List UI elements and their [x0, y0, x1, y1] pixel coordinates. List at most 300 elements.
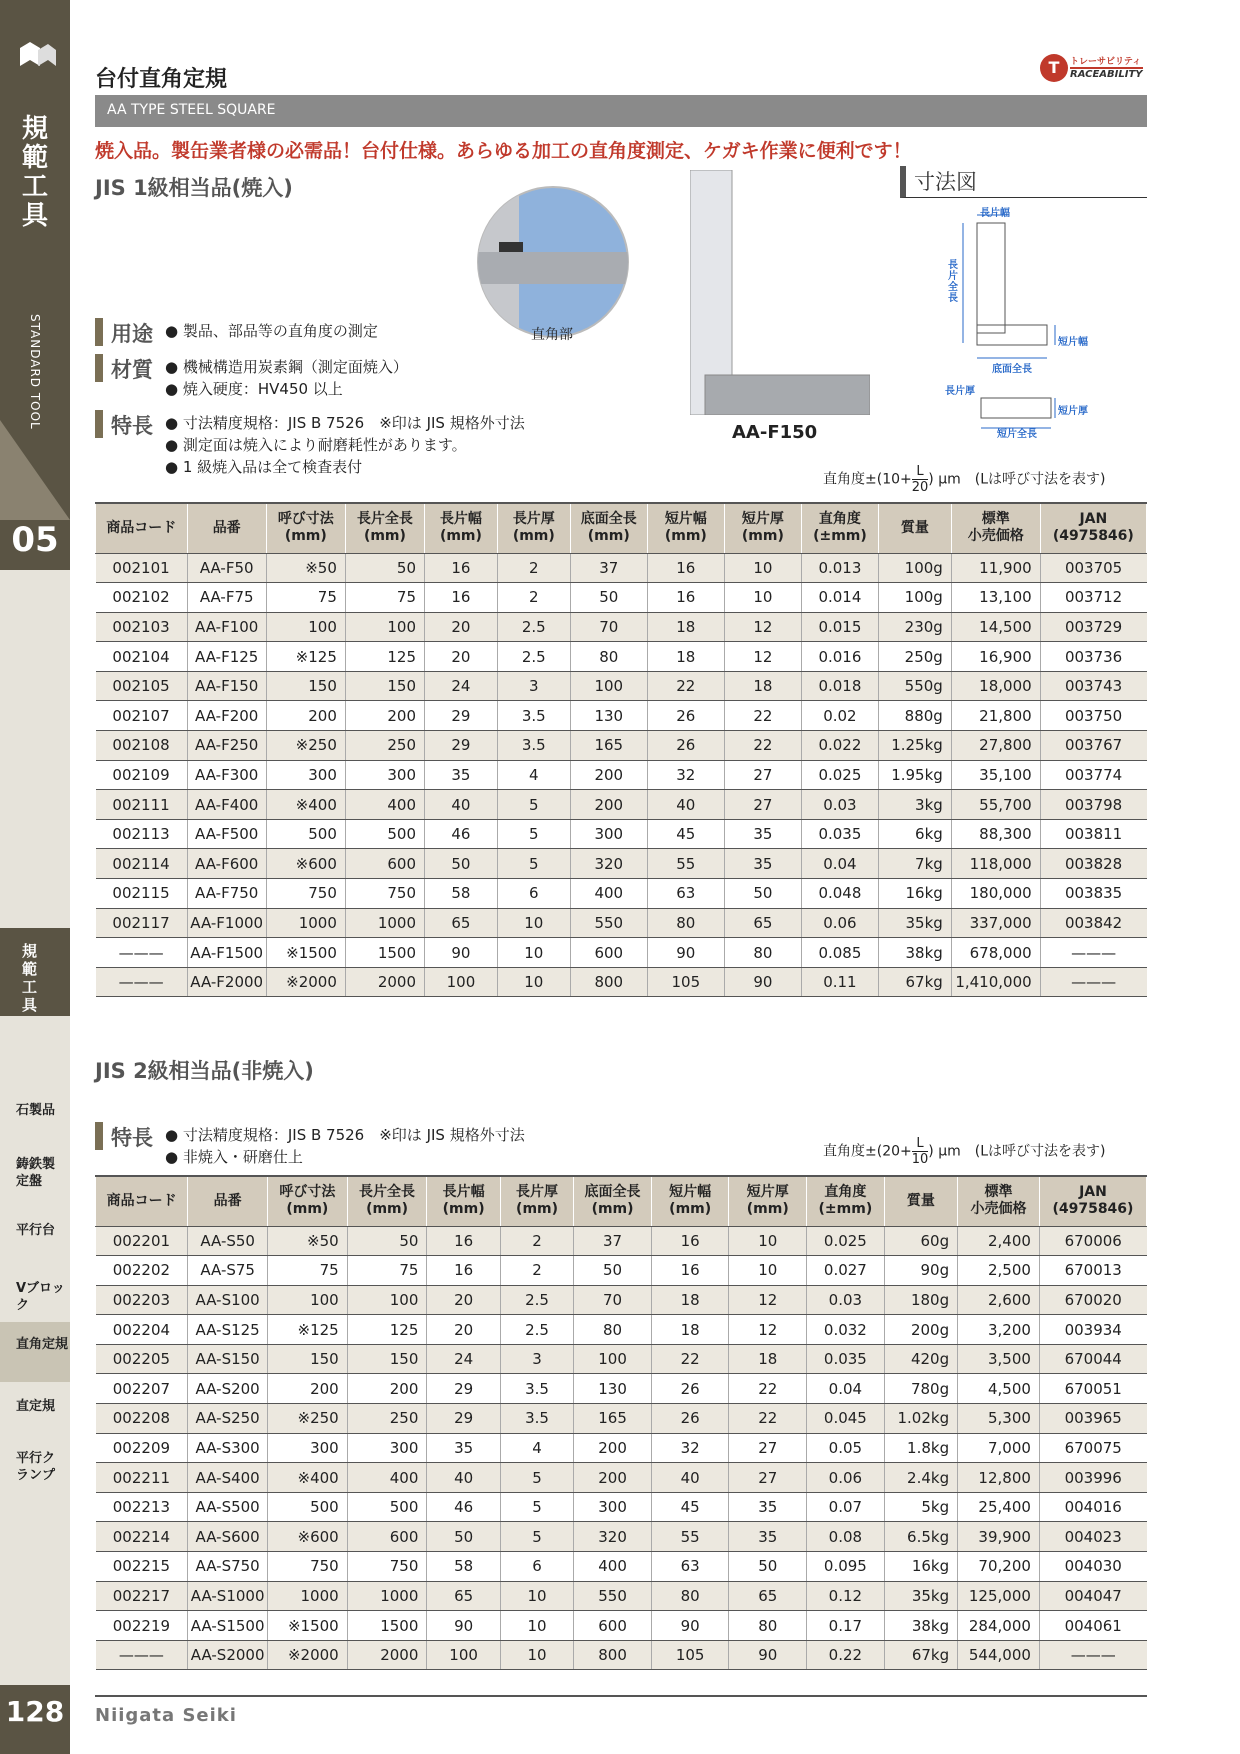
table-cell: 002108: [96, 731, 188, 761]
table-cell: 002214: [96, 1522, 188, 1552]
table-cell: 300: [570, 819, 647, 849]
table-row: [96, 1256, 1147, 1286]
column-header: 長片全長 (mm): [347, 1176, 427, 1226]
table-cell: 002202: [96, 1256, 188, 1286]
table-cell: 250: [345, 731, 424, 761]
table-cell: 65: [427, 1581, 500, 1611]
table-cell: 18: [724, 671, 801, 701]
table-cell: 3,500: [958, 1344, 1040, 1374]
column-header: 呼び寸法 (mm): [268, 1176, 348, 1226]
table-cell: 420g: [884, 1344, 957, 1374]
table-cell: 4,500: [958, 1374, 1040, 1404]
column-header: 質量: [878, 503, 951, 553]
table-cell: 500: [345, 819, 424, 849]
column-header: JAN (4975846): [1039, 1176, 1146, 1226]
table-cell: 40: [647, 790, 724, 820]
table-cell: ※250: [266, 731, 345, 761]
table-cell: 75: [266, 583, 345, 613]
table-cell: 2.5: [500, 1285, 573, 1315]
column-header: 短片厚 (mm): [724, 503, 801, 553]
formula-prefix: 直角度±(10+: [823, 471, 912, 488]
table-cell: 004061: [1039, 1611, 1146, 1641]
table-cell: 90: [427, 1611, 500, 1641]
table-cell: 20: [427, 1285, 500, 1315]
column-header: 短片幅 (mm): [647, 503, 724, 553]
table-cell: 0.015: [801, 612, 878, 642]
table-row: [96, 1463, 1147, 1493]
uses-item: ● 製品、部品等の直角度の測定: [165, 322, 378, 340]
table-cell: 0.04: [801, 849, 878, 879]
formula-suffix: ) μm (Lは呼び寸法を表す): [928, 471, 1106, 488]
table-cell: 002219: [96, 1611, 188, 1641]
dim-label-base-length: 底面全長: [992, 364, 1032, 375]
table-cell: 27: [729, 1433, 807, 1463]
table-cell: 5: [500, 1463, 573, 1493]
table-cell: 200: [266, 701, 345, 731]
table-cell: 002103: [96, 612, 188, 642]
traceability-label-jp: トレーサビリティ: [1070, 57, 1142, 67]
catchphrase: 焼入品。製缶業者様の必需品！台付仕様。あらゆる加工の直角度測定、ケガキ作業に便利です！: [95, 140, 912, 162]
table-cell: 22: [724, 701, 801, 731]
feature-item: ● 寸法精度規格：JIS B 7526 ※印は JIS 規格外寸法: [165, 414, 525, 432]
table-cell: 004016: [1039, 1492, 1146, 1522]
table-cell: 1000: [268, 1581, 348, 1611]
table-cell: 150: [266, 671, 345, 701]
table-row: [96, 583, 1147, 613]
formula-numerator: L: [912, 1136, 929, 1152]
table-cell: 46: [425, 819, 498, 849]
table-cell: 002104: [96, 642, 188, 672]
table-cell: 20: [427, 1315, 500, 1345]
table-cell: 320: [574, 1522, 652, 1552]
table-cell: 544,000: [958, 1640, 1040, 1670]
table-cell: 200: [570, 760, 647, 790]
table-cell: 1500: [345, 938, 424, 968]
table-cell: 002109: [96, 760, 188, 790]
column-header: 商品コード: [96, 1176, 188, 1226]
traceability-label-en: RACEABILITY: [1070, 69, 1143, 80]
table-cell: AA-S150: [188, 1344, 268, 1374]
table-cell: 46: [427, 1492, 500, 1522]
table-cell: 5: [500, 1522, 573, 1552]
dim-label-long-length: 長片全長: [948, 260, 958, 304]
table-cell: 200: [574, 1433, 652, 1463]
table-row: [96, 1374, 1147, 1404]
table-cell: 40: [427, 1463, 500, 1493]
table-cell: 002117: [96, 908, 188, 938]
table-cell: ※600: [268, 1522, 348, 1552]
table-cell: 105: [651, 1640, 729, 1670]
table-cell: 1.02kg: [884, 1404, 957, 1434]
column-header: 質量: [884, 1176, 957, 1226]
sidebar-subtitle: STANDARD TOOL: [28, 314, 42, 430]
column-header: 直角度 (±mm): [807, 1176, 885, 1226]
table-cell: 29: [427, 1374, 500, 1404]
table-cell: 003774: [1040, 760, 1146, 790]
table-cell: 65: [729, 1581, 807, 1611]
table-cell: 10: [724, 583, 801, 613]
table-cell: ※125: [268, 1315, 348, 1345]
sidebar-item-square[interactable]: 直角定規: [0, 1322, 70, 1382]
table-cell: 750: [268, 1552, 348, 1582]
sidebar-item-cast-plate[interactable]: 鋳鉄製定盤: [16, 1157, 56, 1189]
table-cell: 0.11: [801, 967, 878, 997]
sidebar-tab-label: 規範工具: [22, 942, 38, 1014]
column-header: 長片厚 (mm): [497, 503, 570, 553]
table-cell: 3: [497, 671, 570, 701]
table-cell: 50: [425, 849, 498, 879]
table-cell: 10: [500, 1581, 573, 1611]
column-header: 標準 小売価格: [951, 503, 1040, 553]
table-cell: 63: [647, 879, 724, 909]
formula-denominator: 10: [911, 1152, 929, 1167]
table-cell: ※1500: [268, 1611, 348, 1641]
table-cell: 500: [347, 1492, 427, 1522]
table-cell: 003743: [1040, 671, 1146, 701]
table-cell: 80: [729, 1611, 807, 1641]
table-cell: 10: [729, 1226, 807, 1256]
table-cell: AA-S500: [188, 1492, 268, 1522]
table-cell: 3.5: [497, 701, 570, 731]
table-cell: AA-F500: [187, 819, 266, 849]
table-cell: 27: [729, 1463, 807, 1493]
table-cell: 002213: [96, 1492, 188, 1522]
table-row: [96, 790, 1147, 820]
table-cell: ※400: [268, 1463, 348, 1493]
table-cell: 3: [500, 1344, 573, 1374]
table-cell: AA-F100: [187, 612, 266, 642]
table-cell: ———: [1040, 967, 1146, 997]
table-cell: 7kg: [878, 849, 951, 879]
column-header: 長片幅 (mm): [425, 503, 498, 553]
table-row: [96, 1315, 1147, 1345]
table-cell: 13,100: [951, 583, 1040, 613]
table-cell: 70: [570, 612, 647, 642]
table-cell: AA-F400: [187, 790, 266, 820]
table-cell: 004047: [1039, 1581, 1146, 1611]
table-cell: 26: [647, 701, 724, 731]
table-cell: 200: [345, 701, 424, 731]
squareness-formula-2: [823, 1136, 1105, 1167]
table-cell: ———: [1040, 938, 1146, 968]
table-cell: 58: [425, 879, 498, 909]
table-cell: 35: [729, 1522, 807, 1552]
table-cell: 22: [647, 671, 724, 701]
column-header: 長片厚 (mm): [500, 1176, 573, 1226]
table-cell: 18: [647, 612, 724, 642]
table-cell: 35: [724, 819, 801, 849]
table-cell: 0.035: [807, 1344, 885, 1374]
table-cell: 002115: [96, 879, 188, 909]
table-cell: ※50: [268, 1226, 348, 1256]
column-header: 長片全長 (mm): [345, 503, 424, 553]
table-cell: AA-F600: [187, 849, 266, 879]
table-cell: 18: [651, 1285, 729, 1315]
table-cell: AA-F50: [187, 553, 266, 583]
table-cell: 200: [268, 1374, 348, 1404]
table-cell: 670075: [1039, 1433, 1146, 1463]
table-cell: AA-S1000: [188, 1581, 268, 1611]
table-cell: 16: [647, 553, 724, 583]
table-cell: 29: [425, 731, 498, 761]
table-row: [96, 1611, 1147, 1641]
table-cell: 60g: [884, 1226, 957, 1256]
table-cell: 125: [345, 642, 424, 672]
table-cell: 003965: [1039, 1404, 1146, 1434]
table-row: [96, 1522, 1147, 1552]
table-cell: 1.95kg: [878, 760, 951, 790]
table-cell: 130: [570, 701, 647, 731]
table-cell: 0.03: [801, 790, 878, 820]
table-cell: 2,600: [958, 1285, 1040, 1315]
table-cell: 75: [268, 1256, 348, 1286]
table-cell: 12: [724, 642, 801, 672]
sidebar-tab[interactable]: [0, 928, 70, 1016]
table-cell: 800: [570, 967, 647, 997]
table-cell: 200: [574, 1463, 652, 1493]
table-cell: 118,000: [951, 849, 1040, 879]
table-cell: 2.5: [500, 1315, 573, 1345]
table-row: [96, 1581, 1147, 1611]
table-cell: 0.022: [801, 731, 878, 761]
table-cell: 16: [427, 1226, 500, 1256]
table-cell: 0.025: [807, 1226, 885, 1256]
table-cell: 35kg: [878, 908, 951, 938]
table-cell: AA-F250: [187, 731, 266, 761]
material-label: 材質: [95, 354, 165, 382]
table-cell: 27,800: [951, 731, 1040, 761]
table-row: [96, 819, 1147, 849]
table-cell: 75: [345, 583, 424, 613]
grade2-table: [95, 1175, 1147, 1670]
column-header: 底面全長 (mm): [574, 1176, 652, 1226]
table-cell: 0.22: [807, 1640, 885, 1670]
table-cell: 16,900: [951, 642, 1040, 672]
table-cell: 25,400: [958, 1492, 1040, 1522]
table-cell: 4: [500, 1433, 573, 1463]
column-header: 標準 小売価格: [958, 1176, 1040, 1226]
table-cell: 002102: [96, 583, 188, 613]
table-cell: 40: [651, 1463, 729, 1493]
traceability-icon: T: [1040, 54, 1068, 82]
sidebar-item-parallel[interactable]: 平行台: [16, 1223, 56, 1238]
table-cell: 22: [729, 1374, 807, 1404]
table-cell: 12: [729, 1315, 807, 1345]
table-cell: 70: [574, 1285, 652, 1315]
table-cell: 003811: [1040, 819, 1146, 849]
table-cell: 002203: [96, 1285, 188, 1315]
table-cell: 003835: [1040, 879, 1146, 909]
table-cell: 16kg: [878, 879, 951, 909]
table-cell: 90: [647, 938, 724, 968]
table-cell: 300: [347, 1433, 427, 1463]
table-cell: 10: [500, 1640, 573, 1670]
dim-label-long-thickness: 長片厚: [945, 386, 975, 397]
table-cell: 337,000: [951, 908, 1040, 938]
table-cell: 24: [425, 671, 498, 701]
table-cell: 80: [570, 642, 647, 672]
table-cell: 6.5kg: [884, 1522, 957, 1552]
table-cell: 0.035: [801, 819, 878, 849]
table-cell: 45: [647, 819, 724, 849]
table-cell: 37: [570, 553, 647, 583]
table-row: [96, 1344, 1147, 1374]
table-cell: 3.5: [500, 1374, 573, 1404]
table-cell: 150: [347, 1344, 427, 1374]
table-cell: 24: [427, 1344, 500, 1374]
section1-heading: JIS 1級相当品(焼入): [95, 176, 293, 200]
table-cell: AA-S300: [188, 1433, 268, 1463]
grade1-table: [95, 502, 1147, 997]
table-cell: 67kg: [884, 1640, 957, 1670]
table-cell: 0.06: [807, 1463, 885, 1493]
table-cell: 12: [729, 1285, 807, 1315]
table-cell: 0.048: [801, 879, 878, 909]
table-cell: 670013: [1039, 1256, 1146, 1286]
table-cell: 0.07: [807, 1492, 885, 1522]
table-cell: 35kg: [884, 1581, 957, 1611]
table-cell: 58: [427, 1552, 500, 1582]
table-cell: 003996: [1039, 1463, 1146, 1493]
table-cell: 0.095: [807, 1552, 885, 1582]
chapter-number: 05: [11, 520, 59, 560]
dimension-diagram: [933, 203, 1078, 443]
table-cell: 35,100: [951, 760, 1040, 790]
table-row: [96, 553, 1147, 583]
column-header: JAN (4975846): [1040, 503, 1146, 553]
table-cell: 300: [268, 1433, 348, 1463]
table-cell: 002217: [96, 1581, 188, 1611]
table-cell: 002107: [96, 701, 188, 731]
table-cell: 2: [500, 1256, 573, 1286]
table-cell: 10: [724, 553, 801, 583]
table-cell: 3.5: [497, 731, 570, 761]
table-cell: AA-S400: [188, 1463, 268, 1493]
table-cell: 3kg: [878, 790, 951, 820]
table-cell: 0.016: [801, 642, 878, 672]
sidebar-item-stone[interactable]: 石製品: [16, 1103, 56, 1118]
table-cell: 50: [570, 583, 647, 613]
table-cell: 002208: [96, 1404, 188, 1434]
table-cell: AA-F125: [187, 642, 266, 672]
table-cell: 0.032: [807, 1315, 885, 1345]
table-cell: 003828: [1040, 849, 1146, 879]
dim-label-long-width: 長片幅: [980, 208, 1010, 219]
table-cell: 5: [500, 1492, 573, 1522]
table-cell: 90g: [884, 1256, 957, 1286]
table-cell: ※50: [266, 553, 345, 583]
table-cell: 26: [651, 1374, 729, 1404]
table-cell: 0.014: [801, 583, 878, 613]
table-cell: 11,900: [951, 553, 1040, 583]
sidebar-item-v-block[interactable]: Vブロック: [16, 1281, 65, 1313]
table-cell: 14,500: [951, 612, 1040, 642]
table-cell: ———: [96, 938, 188, 968]
table-cell: 400: [347, 1463, 427, 1493]
table-cell: AA-F1500: [187, 938, 266, 968]
table-cell: 750: [345, 879, 424, 909]
table-cell: AA-S2000: [188, 1640, 268, 1670]
table-cell: 63: [651, 1552, 729, 1582]
table-cell: ※125: [266, 642, 345, 672]
table-cell: 003767: [1040, 731, 1146, 761]
table-cell: 550: [574, 1581, 652, 1611]
table-cell: 300: [266, 760, 345, 790]
dim-label-short-thickness: 短片厚: [1058, 406, 1088, 417]
table-cell: 284,000: [958, 1611, 1040, 1641]
table-cell: 5: [497, 819, 570, 849]
table-cell: 2: [497, 553, 570, 583]
table-cell: AA-F750: [187, 879, 266, 909]
table-cell: 002204: [96, 1315, 188, 1345]
table-cell: 12,800: [958, 1463, 1040, 1493]
product-model-caption: AA-F150: [732, 422, 818, 443]
table-cell: ———: [96, 967, 188, 997]
table-cell: 550g: [878, 671, 951, 701]
table-cell: 90: [425, 938, 498, 968]
table-cell: 2000: [345, 967, 424, 997]
table-cell: 002205: [96, 1344, 188, 1374]
table-row: [96, 1640, 1147, 1670]
table-cell: 2.5: [497, 642, 570, 672]
table-cell: 880g: [878, 701, 951, 731]
table-cell: 230g: [878, 612, 951, 642]
column-header: 長片幅 (mm): [427, 1176, 500, 1226]
table-cell: 003842: [1040, 908, 1146, 938]
table-cell: 1.25kg: [878, 731, 951, 761]
table-cell: 0.018: [801, 671, 878, 701]
table-cell: 500: [266, 819, 345, 849]
table-cell: 26: [647, 731, 724, 761]
table-cell: 65: [724, 908, 801, 938]
sidebar-item-straight[interactable]: 直定規: [16, 1399, 56, 1414]
sidebar-vertical-title: 規範工具: [21, 114, 48, 231]
table-cell: 1,410,000: [951, 967, 1040, 997]
table-cell: 18: [729, 1344, 807, 1374]
table-cell: 55: [651, 1522, 729, 1552]
table-cell: AA-F300: [187, 760, 266, 790]
table-cell: 29: [425, 701, 498, 731]
sidebar-item-clamp[interactable]: 平行クランプ: [16, 1451, 56, 1483]
table-cell: 5: [497, 849, 570, 879]
column-header: 底面全長 (mm): [570, 503, 647, 553]
table-cell: 0.045: [807, 1404, 885, 1434]
table-row: [96, 938, 1147, 968]
table-cell: 0.013: [801, 553, 878, 583]
table-cell: 0.02: [801, 701, 878, 731]
table-cell: 55,700: [951, 790, 1040, 820]
table-cell: 670051: [1039, 1374, 1146, 1404]
table-cell: 003736: [1040, 642, 1146, 672]
table-cell: 6: [500, 1552, 573, 1582]
table-cell: 22: [724, 731, 801, 761]
formula-numerator: L: [912, 464, 929, 480]
table-cell: 100: [425, 967, 498, 997]
table-cell: 27: [724, 760, 801, 790]
table-cell: 35: [427, 1433, 500, 1463]
column-header: 短片幅 (mm): [651, 1176, 729, 1226]
formula-suffix: ) μm (Lは呼び寸法を表す): [928, 1143, 1106, 1160]
table-cell: 50: [574, 1256, 652, 1286]
table-cell: 100: [266, 612, 345, 642]
table-cell: 35: [724, 849, 801, 879]
corner-caption: 直角部: [531, 327, 573, 343]
traceability-badge: [1040, 52, 1145, 82]
table-cell: 800: [574, 1640, 652, 1670]
table-cell: 65: [425, 908, 498, 938]
table-cell: 3,200: [958, 1315, 1040, 1345]
table-cell: 670020: [1039, 1285, 1146, 1315]
